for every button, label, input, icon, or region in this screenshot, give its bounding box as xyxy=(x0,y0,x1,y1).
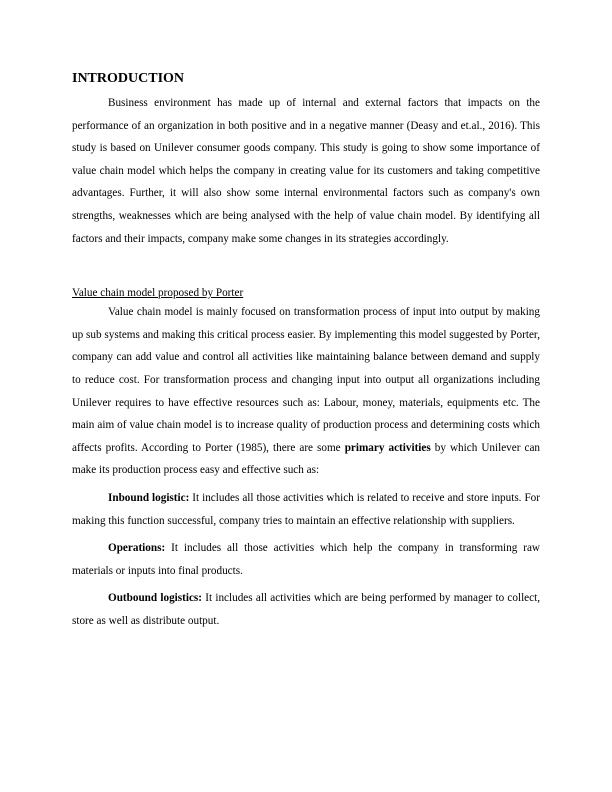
introduction-heading: INTRODUCTION xyxy=(72,71,185,86)
activity-inbound-logistic xyxy=(72,487,540,532)
activity-term: Outbound logistics: xyxy=(108,592,203,605)
activity-text: It includes all those activities which help the company in transforming raw materials or inputs into final products. xyxy=(72,542,541,577)
introduction-paragraph: Business environment has made up of internal and external factors that impacts on the performance of an organization in both positive and in a negative manner (Deasy and et.al., 2016). This study is based on Unilever consumer goods company. This study is going to show some importance of value chain model which helps the company in creating value for its customers and taking competitive advantages. Further, it will also show some internal environmental factors such as company's own strengths, weaknesses which are being analysed with the help of value chain model. By identifying all factors and their impacts, company make some changes in its strategies accordingly. xyxy=(72,97,540,245)
activity-term: Inbound logistic: xyxy=(108,491,190,504)
activity-text: It includes all those activities which is related to receive and store inputs. For making this function successful, company tries to maintain an effective relationship with suppliers. xyxy=(72,491,540,527)
activity-term: Operations: xyxy=(108,542,166,555)
value-chain-subheading: Value chain model proposed by Porter xyxy=(72,287,244,300)
section-spacer xyxy=(72,250,540,285)
value-chain-text-after: by which Unilever can make its production process easy and effective such as: xyxy=(72,441,541,477)
activity-operations xyxy=(72,537,540,582)
page-content xyxy=(72,70,540,632)
activity-text: It includes all activities which are being performed by manager to collect, store as well as distribute output. xyxy=(72,592,541,627)
activity-outbound-logistics xyxy=(72,587,540,632)
value-chain-paragraph xyxy=(72,301,540,482)
value-chain-text-before: Value chain model is mainly focused on transformation process of input into output by making up sub systems and making this critical process easier. By implementing this model suggested by Porter, company can add value and control all activities like maintaining balance between demand and supply to reduce cost. For transformation process and changing input into output all organizations including Unilever requires to have effective resources such as: Labour, money, materials, equipments etc. The main aim of value chain model is to increase quality of production process and determining costs which affects profits. According to Porter (1985), there are some xyxy=(72,306,540,454)
primary-activities-term: primary activities xyxy=(344,441,431,454)
